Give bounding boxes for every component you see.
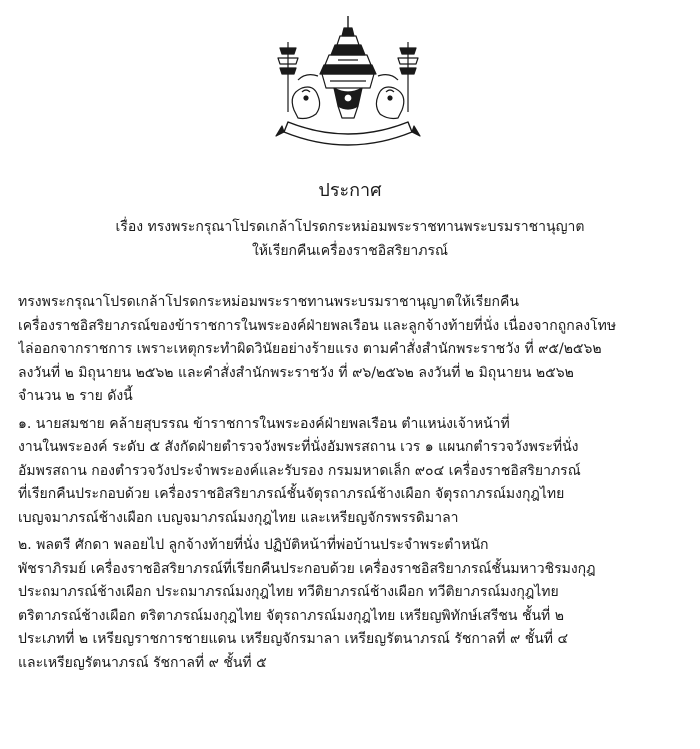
item-2-line: พัชราภิรมย์ เครื่องราชอิสริยาภรณ์ที่เรียกคืนประกอบด้วย เครื่องราชอิสริยาภรณ์ชั้นมหาวชิรมงกุฎ <box>18 560 596 577</box>
announcement-subject <box>0 216 700 263</box>
item-1-line: อัมพรสถาน กองตำรวจวังประจำพระองค์และรับรอง กรมมหาดเล็ก ๙๐๔ เครื่องราชอิสริยาภรณ์ <box>18 462 581 479</box>
item-2-line: ประถมาภรณ์ช้างเผือก ประถมาภรณ์มงกุฎไทย ทวีติยาภรณ์ช้างเผือก ทวีติยาภรณ์มงกุฎไทย <box>18 584 559 600</box>
intro-line: ทรงพระกรุณาโปรดเกล้าโปรดกระหม่อมพระราชทานพระบรมราชานุญาตให้เรียกคืน <box>18 294 519 310</box>
item-2-line: ประเภทที่ ๒ เหรียญราชการชายแดน เหรียญจักรมาลา เหรียญรัตนาภรณ์ รัชกาลที่ ๙ ชั้นที่ ๔ <box>18 631 569 647</box>
intro-line: ไล่ออกจากราชการ เพราะเหตุกระทำผิดวินัยอย่างร้ายแรง ตามคำสั่งสำนักพระราชวัง ที่ ๙๕/๒๕๖๒ <box>18 341 602 357</box>
item-1-paragraph <box>18 413 686 531</box>
item-2-line: และเหรียญรัตนาภรณ์ รัชกาลที่ ๙ ชั้นที่ ๕ <box>18 654 267 671</box>
item-1-line: ๑. นายสมชาย คล้ายสุบรรณ ข้าราชการในพระองค์ฝ่ายพลเรือน ตำแหน่งเจ้าหน้าที่ <box>18 415 510 432</box>
royal-emblem-icon <box>258 14 438 148</box>
intro-paragraph <box>18 291 686 409</box>
item-1-line: ที่เรียกคืนประกอบด้วย เครื่องราชอิสริยาภรณ์ชั้นจัตุรถาภรณ์ช้างเผือก จัตุรถาภรณ์มงกุฎไทย <box>18 486 565 502</box>
item-2-line: ๒. พลตรี ศักดา พลอยไป ลูกจ้างท้ายที่นั่ง ปฏิบัติหน้าที่พ่อบ้านประจำพระตำหนัก <box>18 537 489 553</box>
item-2-line: ตริตาภรณ์ช้างเผือก ตริตาภรณ์มงกุฎไทย จัตุรถาภรณ์มงกุฎไทย เหรียญพิทักษ์เสรีชน ชั้นที่ ๒ <box>18 607 564 624</box>
intro-line: จำนวน ๒ ราย ดังนี้ <box>18 388 133 404</box>
subject-line-2: ให้เรียกคืนเครื่องราชอิสริยาภรณ์ <box>251 242 449 259</box>
intro-line: เครื่องราชอิสริยาภรณ์ของข้าราชการในพระองค์ฝ่ายพลเรือน และลูกจ้างท้ายที่นั่ง เนื่องจากถูกลงโทษ <box>18 317 617 334</box>
announcement-body <box>18 291 686 675</box>
subject-line-1: เรื่อง ทรงพระกรุณาโปรดเกล้าโปรดกระหม่อมพระราชทานพระบรมราชานุญาต <box>115 219 585 235</box>
announcement-title: ประกาศ <box>318 180 382 201</box>
item-1-line: งานในพระองค์ ระดับ ๕ สังกัดฝ่ายตำรวจวังพระที่นั่งอัมพรสถาน เวร ๑ แผนกตำรวจวังพระที่นั่ง <box>18 439 579 455</box>
intro-line: ลงวันที่ ๒ มิถุนายน ๒๕๖๒ และคำสั่งสำนักพระราชวัง ที่ ๙๖/๒๕๖๒ ลงวันที่ ๒ มิถุนายน ๒๕๖๒ <box>18 364 574 381</box>
royal-emblem-graphic <box>258 14 438 148</box>
item-1-line: เบญจมาภรณ์ช้างเผือก เบญจมาภรณ์มงกุฎไทย และเหรียญจักรพรรดิมาลา <box>18 509 459 526</box>
item-2-paragraph <box>18 534 686 675</box>
